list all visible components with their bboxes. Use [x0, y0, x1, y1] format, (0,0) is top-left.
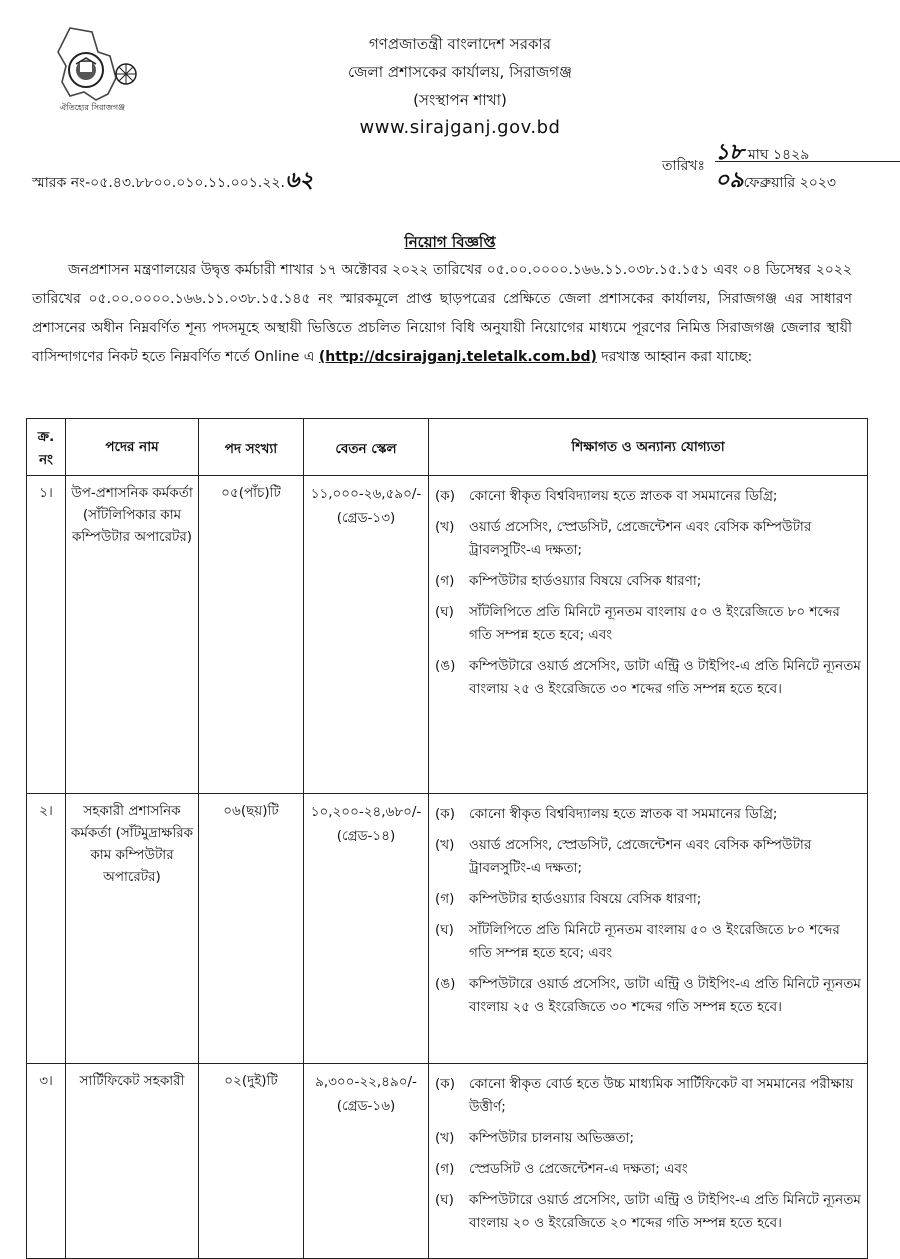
- pay-grade: (গ্রেড-১৬): [336, 1098, 396, 1114]
- row-qualifications: [429, 794, 868, 1064]
- list-item: [435, 834, 861, 880]
- qual-marker: (ঘ): [435, 1192, 454, 1208]
- memo-prefix: স্মারক নং-০৫.৪৩.৮৮০০.০১০.১১.০০১.২২.: [32, 175, 285, 191]
- table-row: [27, 476, 868, 794]
- table-row: [27, 794, 868, 1064]
- row-serial: ১।: [27, 476, 66, 794]
- logo-caption: ঐতিহ্যের সিরাজগঞ্জ: [60, 103, 125, 112]
- qual-marker: (ক): [435, 1076, 455, 1092]
- bangla-day: ১৮: [715, 139, 744, 165]
- header-qualifications: শিক্ষাগত ও অন্যান্য যোগ্যতা: [429, 419, 868, 476]
- row-post-count: ০৫(পাঁচ)টি: [199, 476, 304, 794]
- qual-text: কোনো স্বীকৃত বিশ্ববিদ্যালয় হতে স্নাতক বা সমমানের ডিগ্রি;: [469, 488, 778, 504]
- list-item: [435, 570, 861, 593]
- qual-marker: (গ): [435, 891, 455, 907]
- notice-title: [0, 231, 900, 256]
- qual-text: ওয়ার্ড প্রসেসিং, স্প্রেডসিট, প্রেজেন্টেশন এবং বেসিক কম্পিউটার ট্রাবলসুটিং-এ দক্ষতা;: [469, 837, 812, 876]
- qual-text: কোনো স্বীকৃত বিশ্ববিদ্যালয় হতে স্নাতক বা সমমানের ডিগ্রি;: [469, 806, 778, 822]
- row-qualifications: [429, 476, 868, 794]
- header-serial: ক্র. নং: [27, 419, 66, 476]
- list-item: [435, 655, 861, 701]
- pay-grade: (গ্রেড-১৩): [336, 510, 396, 526]
- qual-text: সাঁটলিপিতে প্রতি মিনিটে ন্যূনতম বাংলায় ৫০ ও ইংরেজিতে ৮০ শব্দের গতি সম্পন্ন হতে হবে; এবং: [469, 922, 840, 961]
- english-month-year: ফেব্রুয়ারি ২০২৩: [743, 175, 837, 191]
- qual-marker: (ক): [435, 806, 455, 822]
- row-serial: ২।: [27, 794, 66, 1064]
- qual-text: কম্পিউটারে ওয়ার্ড প্রসেসিং, ডাটা এন্ট্রি ও টাইপিং-এ প্রতি মিনিটে ন্যূনতম বাংলায় ২০ ও ইংরেজিতে ২০ শব্দের গতি সম্পন্ন হতে হবে।: [469, 1192, 861, 1231]
- list-item: [435, 973, 861, 1019]
- vacancy-table: [26, 418, 868, 1259]
- qual-marker: (গ): [435, 1161, 455, 1177]
- header-post-name: পদের নাম: [66, 419, 199, 476]
- list-item: [435, 1127, 861, 1150]
- section-name: (সংস্থাপন শাখা): [413, 91, 507, 109]
- qual-text: ওয়ার্ড প্রসেসিং, স্প্রেডসিট, প্রেজেন্টেশন এবং বেসিক কম্পিউটার ট্রাবলসুটিং-এ দক্ষতা;: [469, 519, 812, 558]
- row-qualifications: [429, 1064, 868, 1259]
- qual-marker: (ঙ): [435, 976, 456, 992]
- qual-marker: (খ): [435, 1130, 455, 1146]
- qual-marker: (খ): [435, 837, 455, 853]
- qual-marker: (খ): [435, 519, 455, 535]
- qual-text: সাঁটলিপিতে প্রতি মিনিটে ন্যূনতম বাংলায় ৫০ ও ইংরেজিতে ৮০ শব্দের গতি সম্পন্ন হতে হবে; এবং: [469, 604, 840, 643]
- row-post-name: সহকারী প্রশাসনিক কর্মকর্তা (সাঁটমুদ্রাক্ষরিক কাম কম্পিউটার অপারেটর): [66, 794, 199, 1064]
- english-day: ০৯: [715, 167, 744, 193]
- date-label: তারিখঃ: [662, 158, 705, 174]
- list-item: [435, 485, 861, 508]
- qual-text: কম্পিউটার হার্ডওয়্যার বিষয়ে বেসিক ধারণা;: [469, 573, 702, 589]
- qual-text: কম্পিউটার হার্ডওয়্যার বিষয়ে বেসিক ধারণা;: [469, 891, 702, 907]
- qual-marker: (ক): [435, 488, 455, 504]
- bangla-date: [715, 135, 900, 165]
- row-post-name: উপ-প্রশাসনিক কর্মকর্তা (সাঁটলিপিকার কাম কম্পিউটার অপারেটর): [66, 476, 199, 794]
- qual-text: কম্পিউটারে ওয়ার্ড প্রসেসিং, ডাটা এন্ট্রি ও টাইপিং-এ প্রতি মিনিটে ন্যূনতম বাংলায় ২৫ ও ইংরেজিতে ৩০ শব্দের গতি সম্পন্ন হতে হবে।: [469, 976, 861, 1015]
- qual-marker: (গ): [435, 573, 455, 589]
- list-item: [435, 601, 861, 647]
- list-item: [435, 803, 861, 826]
- memo-number: [32, 163, 314, 200]
- qual-marker: (ঘ): [435, 922, 454, 938]
- pay-scale-value: ৯,৩০০-২২,৪৯০/-: [315, 1074, 417, 1090]
- list-item: [435, 888, 861, 911]
- row-pay-scale: [304, 476, 429, 794]
- qual-marker: (ঙ): [435, 658, 456, 674]
- notice-body-text: জনপ্রশাসন মন্ত্রণালয়ের উদ্বৃত্ত কর্মচারী শাখার ১৭ অক্টোবর ২০২২ তারিখের ০৫.০০.০০০০.১৬৬.১১.০৩৮.১৫.১৫১ এবং ০৪ ডিসেম্বর ২০২২ তারিখের ০৫.০০.০০০০.১৬৬.১১.০৩৮.১৫.১৪৫ নং স্মারকমূলে প্রাপ্ত ছাড়পত্রের প্রেক্ষিতে জেলা প্রশাসকের কার্যালয়, সিরাজগঞ্জ এর সাধারণ প্রশাসনের অধীন নিম্নবর্ণিত শূন্য পদসমূহে অস্থায়ী ভিত্তিতে প্রচলিত নিয়োগ বিধি অনুযায়ী নিয়োগের মাধ্যমে পূরণের নিমিত্ত সিরাজগঞ্জ জেলার স্থায়ী বাসিন্দাগণের নিকট হতে নিম্নবর্ণিত শর্তে Online এ: [32, 262, 852, 365]
- notice-title-text: নিয়োগ বিজ্ঞপ্তি: [404, 233, 496, 251]
- qual-marker: (ঘ): [435, 604, 454, 620]
- bangla-month-year: মাঘ ১৪২৯: [743, 147, 810, 163]
- list-item: [435, 1189, 861, 1235]
- list-item: [435, 919, 861, 965]
- office-header: [300, 30, 620, 142]
- row-post-count: ০৬(ছয়)টি: [199, 794, 304, 1064]
- pay-scale-value: ১০,২০০-২৪,৬৮০/-: [310, 804, 422, 820]
- list-item: [435, 516, 861, 562]
- qual-text: কম্পিউটার চালনায় অভিজ্ঞতা;: [469, 1130, 635, 1146]
- office-name: জেলা প্রশাসকের কার্যালয়, সিরাজগঞ্জ: [348, 63, 572, 81]
- row-serial: ৩।: [27, 1064, 66, 1259]
- table-header-row: [27, 419, 868, 476]
- website-url[interactable]: www.sirajganj.gov.bd: [359, 117, 561, 138]
- row-post-name: সার্টিফিকেট সহকারী: [66, 1064, 199, 1259]
- application-link[interactable]: (http://dcsirajganj.teletalk.com.bd): [318, 349, 597, 365]
- english-date: [715, 163, 836, 200]
- pay-grade: (গ্রেড-১৪): [336, 828, 396, 844]
- header-pay-scale: বেতন স্কেল: [304, 419, 429, 476]
- list-item: [435, 1158, 861, 1181]
- pay-scale-value: ১১,০০০-২৬,৫৯০/-: [310, 486, 422, 502]
- qual-text: স্প্রেডসিট ও প্রেজেন্টেশন-এ দক্ষতা; এবং: [469, 1161, 688, 1177]
- notice-body: [32, 256, 852, 372]
- row-pay-scale: [304, 794, 429, 1064]
- government-name: গণপ্রজাতন্ত্রী বাংলাদেশ সরকার: [368, 35, 552, 53]
- district-logo: [40, 22, 168, 122]
- table-row: [27, 1064, 868, 1259]
- row-post-count: ০২(দুই)টি: [199, 1064, 304, 1259]
- row-pay-scale: [304, 1064, 429, 1259]
- notice-body-tail: দরখাস্ত আহ্বান করা যাচ্ছে:: [596, 349, 753, 365]
- memo-handwritten-number: ৬২: [284, 167, 314, 193]
- qual-text: কম্পিউটারে ওয়ার্ড প্রসেসিং, ডাটা এন্ট্রি ও টাইপিং-এ প্রতি মিনিটে ন্যূনতম বাংলায় ২৫ ও ইংরেজিতে ৩০ শব্দের গতি সম্পন্ন হতে হবে।: [469, 658, 861, 697]
- header-post-count: পদ সংখ্যা: [199, 419, 304, 476]
- qual-text: কোনো স্বীকৃত বোর্ড হতে উচ্চ মাধ্যমিক সার্টিফিকেট বা সমমানের পরীক্ষায় উত্তীর্ণ;: [469, 1076, 854, 1115]
- list-item: [435, 1073, 861, 1119]
